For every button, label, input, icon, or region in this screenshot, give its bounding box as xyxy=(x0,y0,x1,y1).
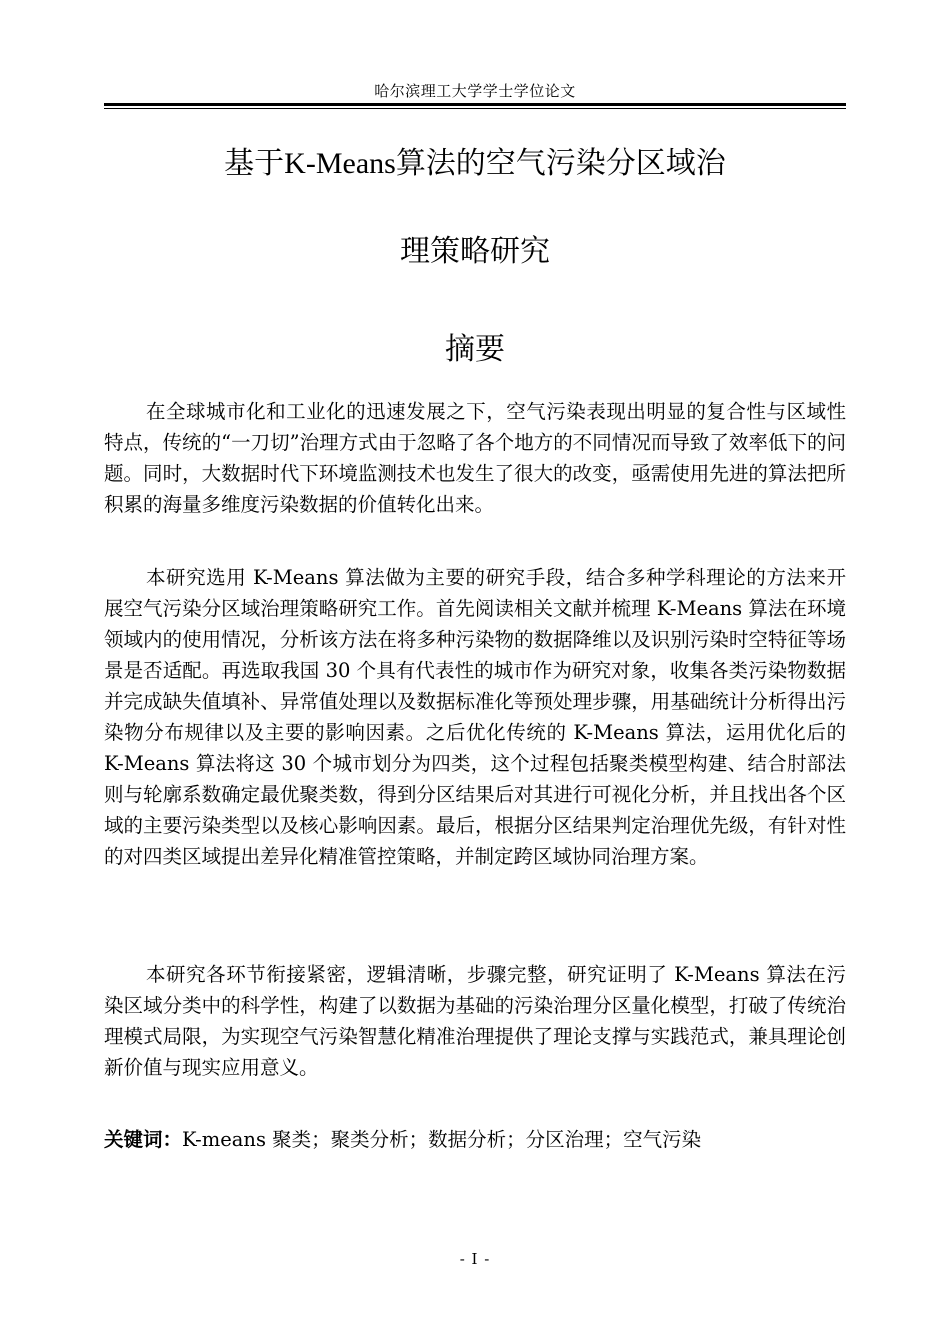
keywords-value: K-means 聚类；聚类分析；数据分析；分区治理；空气污染 xyxy=(182,1128,702,1151)
abstract-paragraph-1: 在全球城市化和工业化的迅速发展之下，空气污染表现出明显的复合性与区域性特点，传统的“一刀切”治理方式由于忽略了各个地方的不同情况而导致了效率低下的问题。同时，大数据时代下环境监测技术也发生了很大的改变，亟需使用先进的算法把所积累的海量多维度污染数据的价值转化出来。 xyxy=(104,400,846,516)
abstract-paragraph-2: 本研究选用 K-Means 算法做为主要的研究手段，结合多种学科理论的方法来开展空气污染分区域治理策略研究工作。首先阅读相关文献并梳理 K-Means 算法在环境领域内的使用情况，分析该方法在将多种污染物的数据降维以及识别污染时空特征等场景是否适配。再选取我国 30 个具有代表性的城市作为研究对象，收集各类污染物数据并完成缺失值填补、异常值处理以及数据标准化等预处理步骤，用基础统计分析得出污染物分布规律以及主要的影响因素。之后优化传统的 K-Means 算法，运用优化后的 K-Means 算法将这 30 个城市划分为四类，这个过程包括聚类模型构建、结合肘部法则与轮廓系数确定最优聚类数，得到分区结果后对其进行可视化分析，并且找出各个区域的主要污染类型以及核心影响因素。最后，根据分区结果判定治理优先级，有针对性的对四类区域提出差异化精准管控策略，并制定跨区域协同治理方案。 xyxy=(104,566,846,868)
keywords-line xyxy=(104,1124,846,1155)
keywords-label: 关键词： xyxy=(104,1128,183,1151)
running-header: 哈尔滨理工大学学士学位论文 xyxy=(374,82,576,100)
header-rule-thin xyxy=(104,108,846,109)
abstract-paragraph-3: 本研究各环节衔接紧密，逻辑清晰，步骤完整，研究证明了 K-Means 算法在污染区域分类中的科学性，构建了以数据为基础的污染治理分区量化模型，打破了传统治理模式局限，为实现空气污染智慧化精准治理提供了理论支撑与实践范式，兼具理论创新价值与现实应用意义。 xyxy=(104,963,846,1079)
page-number: - I - xyxy=(459,1250,491,1268)
title-prefix: 基于 xyxy=(224,146,285,181)
paper-title-line-2: 理策略研究 xyxy=(400,234,550,269)
header-rule-thick xyxy=(104,103,846,106)
title-suffix: 算法的空气污染分区域治 xyxy=(395,146,726,181)
abstract-heading: 摘要 xyxy=(445,332,505,367)
paper-title-line-1 xyxy=(104,144,846,184)
title-latin: K-Means xyxy=(284,147,396,180)
